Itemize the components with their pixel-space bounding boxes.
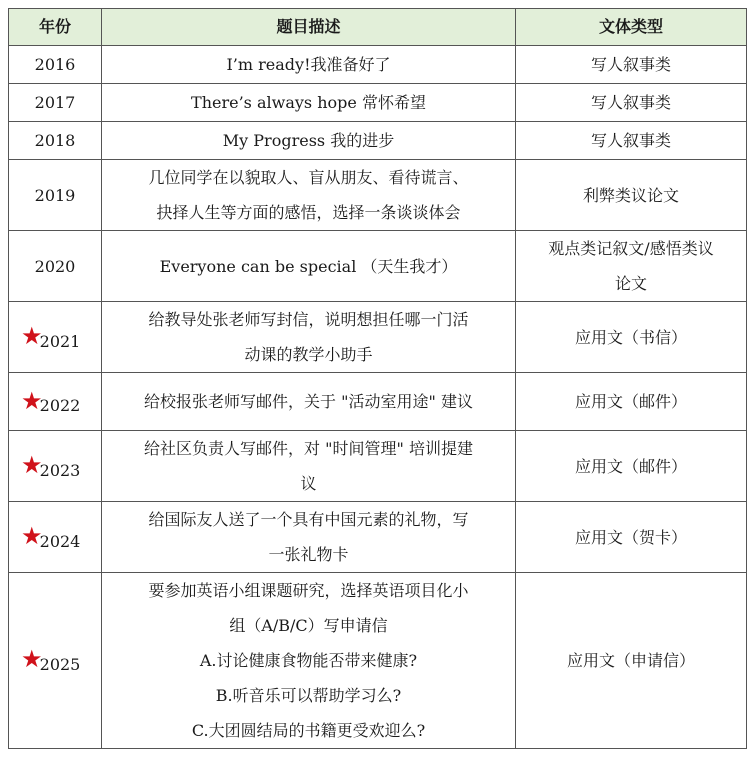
year-cell: 2018 <box>9 122 102 160</box>
year-label: 2023 <box>39 460 81 480</box>
description-cell: 给校报张老师写邮件，关于 "活动室用途" 建议 <box>102 373 516 431</box>
year-label: 2021 <box>39 331 81 351</box>
description-line: 组（A/B/C）写申请信 <box>229 616 388 635</box>
genre-cell: 应用文（邮件） <box>516 373 747 431</box>
table-row <box>9 431 747 502</box>
table-row <box>9 573 747 749</box>
table-row <box>9 231 747 302</box>
star-icon: ★ <box>21 522 43 550</box>
year-cell: 2017 <box>9 84 102 122</box>
table-row <box>9 160 747 231</box>
year-cell <box>9 573 102 749</box>
star-icon: ★ <box>21 645 43 673</box>
description-line: 给国际友人送了一个具有中国元素的礼物，写 <box>148 510 469 529</box>
description-cell: I’m ready!我准备好了 <box>102 46 516 84</box>
table-row <box>9 122 747 160</box>
table-row <box>9 373 747 431</box>
option-c: C.大团圆结局的书籍更受欢迎么? <box>191 721 426 740</box>
genre-cell: 写人叙事类 <box>516 122 747 160</box>
exam-topics-table <box>8 8 747 749</box>
year-cell: 2016 <box>9 46 102 84</box>
year-label: 2022 <box>39 396 81 415</box>
description-line: 给教导处张老师写封信，说明想担任哪一门活 <box>148 310 469 329</box>
year-cell <box>9 302 102 373</box>
star-icon: ★ <box>21 387 43 415</box>
table-row <box>9 302 747 373</box>
table-row <box>9 46 747 84</box>
star-icon: ★ <box>21 451 43 479</box>
genre-cell: 应用文（邮件） <box>516 431 747 502</box>
year-cell: 2019 <box>9 160 102 231</box>
description-cell <box>102 160 516 231</box>
header-description: 题目描述 <box>102 9 516 46</box>
genre-line: 观点类记叙文/感悟类议 <box>548 239 714 258</box>
option-b: B.听音乐可以帮助学习么? <box>215 686 402 705</box>
description-cell: Everyone can be special （天生我才） <box>102 231 516 302</box>
year-label: 2025 <box>39 655 81 674</box>
description-line: 几位同学在以貌取人、盲从朋友、看待谎言、 <box>148 168 469 187</box>
table-row <box>9 502 747 573</box>
table-row <box>9 84 747 122</box>
description-cell <box>102 573 516 749</box>
genre-cell: 应用文（书信） <box>516 302 747 373</box>
star-icon: ★ <box>21 322 43 350</box>
description-line: 动课的教学小助手 <box>244 345 373 364</box>
year-cell <box>9 502 102 573</box>
header-row <box>9 9 747 46</box>
genre-line: 论文 <box>614 274 647 293</box>
genre-cell: 写人叙事类 <box>516 84 747 122</box>
header-year: 年份 <box>9 9 102 46</box>
header-genre: 文体类型 <box>516 9 747 46</box>
description-cell <box>102 502 516 573</box>
genre-cell: 应用文（申请信） <box>516 573 747 749</box>
year-cell <box>9 431 102 502</box>
description-line: 一张礼物卡 <box>268 545 349 564</box>
description-cell <box>102 302 516 373</box>
genre-cell: 写人叙事类 <box>516 46 747 84</box>
genre-cell <box>516 231 747 302</box>
description-cell: There’s always hope 常怀希望 <box>102 84 516 122</box>
year-cell <box>9 373 102 431</box>
description-line: 议 <box>300 474 317 493</box>
description-line: 抉择人生等方面的感悟，选择一条谈谈体会 <box>156 203 461 222</box>
genre-cell: 应用文（贺卡） <box>516 502 747 573</box>
description-cell: My Progress 我的进步 <box>102 122 516 160</box>
description-cell <box>102 431 516 502</box>
year-label: 2024 <box>39 531 81 551</box>
option-a: A.讨论健康食物能否带来健康? <box>199 651 418 670</box>
description-line: 给社区负责人写邮件，对 "时间管理" 培训提建 <box>144 439 473 458</box>
year-cell: 2020 <box>9 231 102 302</box>
genre-cell: 利弊类议论文 <box>516 160 747 231</box>
description-line: 要参加英语小组课题研究，选择英语项目化小 <box>148 581 469 600</box>
